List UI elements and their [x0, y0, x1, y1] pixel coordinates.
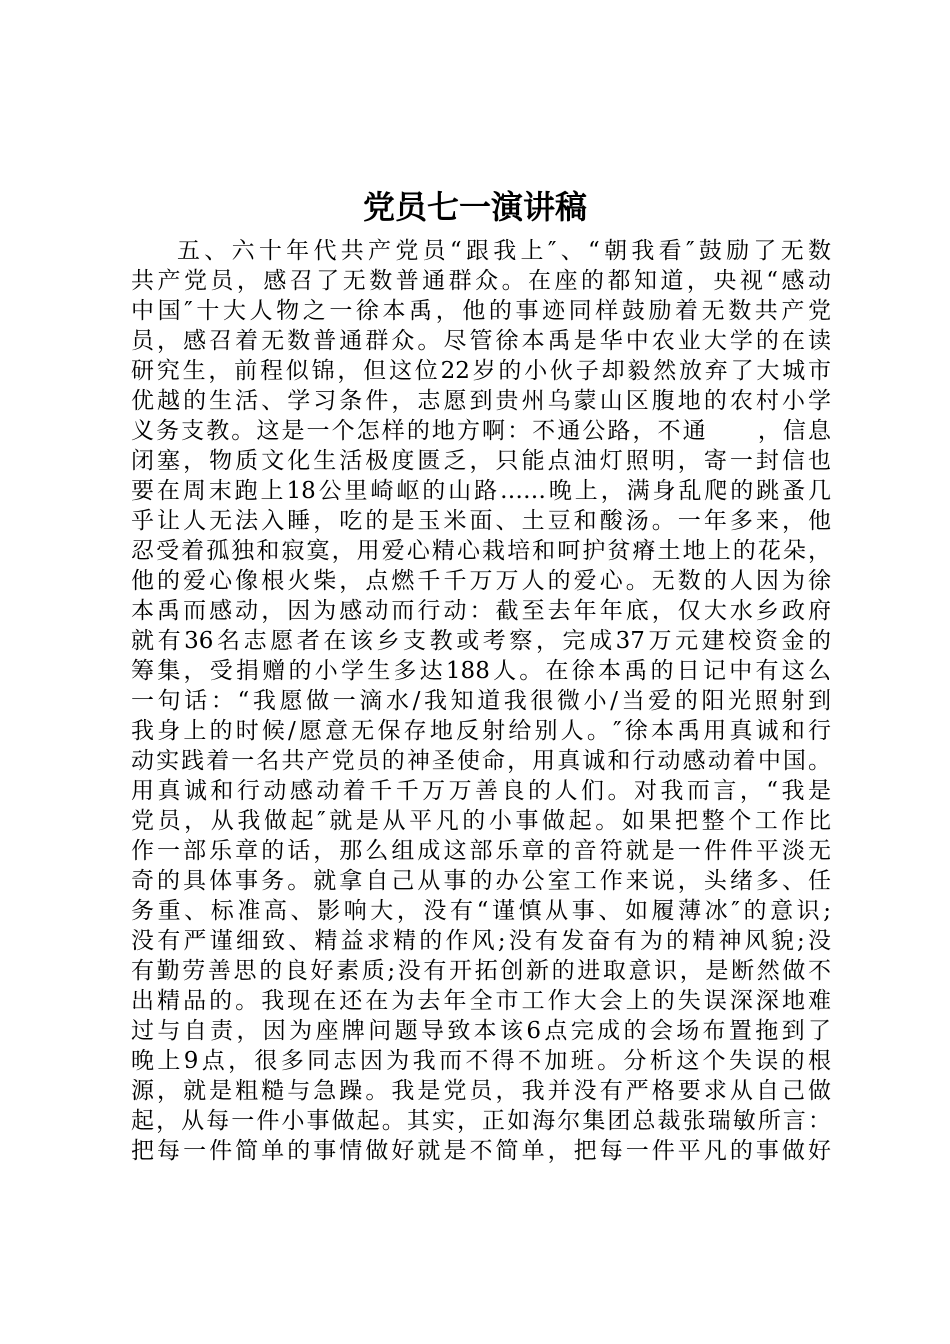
body-line: 中国″十大人物之一徐本禹，他的事迹同样鼓励着无数共产党	[131, 298, 831, 324]
body-line: 员，感召着无数普通群众。尽管徐本禹是华中农业大学的在读	[131, 328, 831, 354]
body-line: 起，从每一件小事做起。其实，正如海尔集团总裁张瑞敏所言：	[131, 1108, 831, 1134]
body-line: 优越的生活、学习条件，志愿到贵州乌蒙山区腹地的农村小学	[131, 388, 831, 414]
body-line: 义务支教。这是一个怎样的地方啊：不通公路，不通 ，信息	[131, 418, 831, 444]
body-line: 一句话：“我愿做一滴水/我知道我很微小/当爱的阳光照射到	[131, 688, 831, 714]
body-line: 源，就是粗糙与急躁。我是党员，我并没有严格要求从自己做	[131, 1078, 831, 1104]
body-line: 我身上的时候/愿意无保存地反射给别人。″徐本禹用真诚和行	[131, 718, 831, 744]
body-line: 奇的具体事务。就拿自己从事的办公室工作来说，头绪多、任	[131, 868, 831, 894]
body-line: 过与自责，因为座牌问题导致本该6点完成的会场布置拖到了	[131, 1018, 831, 1044]
body-line: 筹集，受捐赠的小学生多达188人。在徐本禹的日记中有这么	[131, 658, 831, 684]
document-title: 党员七一演讲稿	[362, 188, 587, 226]
body-line: 没有严谨细致、精益求精的作风;没有发奋有为的精神风貌;没	[131, 928, 831, 954]
body-line: 动实践着一名共产党员的神圣使命，用真诚和行动感动着中国。	[131, 748, 831, 774]
body-line: 要在周末跑上18公里崎岖的山路……晚上，满身乱爬的跳蚤几	[131, 478, 831, 504]
body-line: 出精品的。我现在还在为去年全市工作大会上的失误深深地难	[131, 988, 831, 1014]
body-line: 党员，从我做起″就是从平凡的小事做起。如果把整个工作比	[131, 808, 831, 834]
body-line: 本禹而感动，因为感动而行动：截至去年年底，仅大水乡政府	[131, 598, 831, 624]
body-line: 有勤劳善思的良好素质;没有开拓创新的进取意识，是断然做不	[131, 958, 831, 984]
body-line: 五、六十年代共产党员“跟我上″、“朝我看″鼓励了无数	[177, 238, 831, 264]
body-line: 他的爱心像根火柴，点燃千千万万人的爱心。无数的人因为徐	[131, 568, 831, 594]
body-line: 把每一件简单的事情做好就是不简单，把每一件平凡的事做好	[131, 1138, 831, 1164]
body-line: 共产党员，感召了无数普通群众。在座的都知道，央视“感动	[131, 268, 831, 294]
body-line: 用真诚和行动感动着千千万万善良的人们。对我而言，“我是	[131, 778, 831, 804]
body-line: 闭塞，物质文化生活极度匮乏，只能点油灯照明，寄一封信也	[131, 448, 831, 474]
body-line: 就有36名志愿者在该乡支教或考察，完成37万元建校资金的	[131, 628, 831, 654]
body-line: 作一部乐章的话，那么组成这部乐章的音符就是一件件平淡无	[131, 838, 831, 864]
body-line: 研究生，前程似锦，但这位22岁的小伙子却毅然放弃了大城市	[131, 358, 831, 384]
body-line: 晚上9点，很多同志因为我而不得不加班。分析这个失误的根	[131, 1048, 831, 1074]
body-line: 务重、标准高、影响大，没有“谨慎从事、如履薄冰″的意识;	[131, 898, 831, 924]
body-line: 忍受着孤独和寂寞，用爱心精心栽培和呵护贫瘠土地上的花朵，	[131, 538, 831, 564]
document-body	[131, 236, 831, 1166]
body-line: 乎让人无法入睡，吃的是玉米面、土豆和酸汤。一年多来，他	[131, 508, 831, 534]
